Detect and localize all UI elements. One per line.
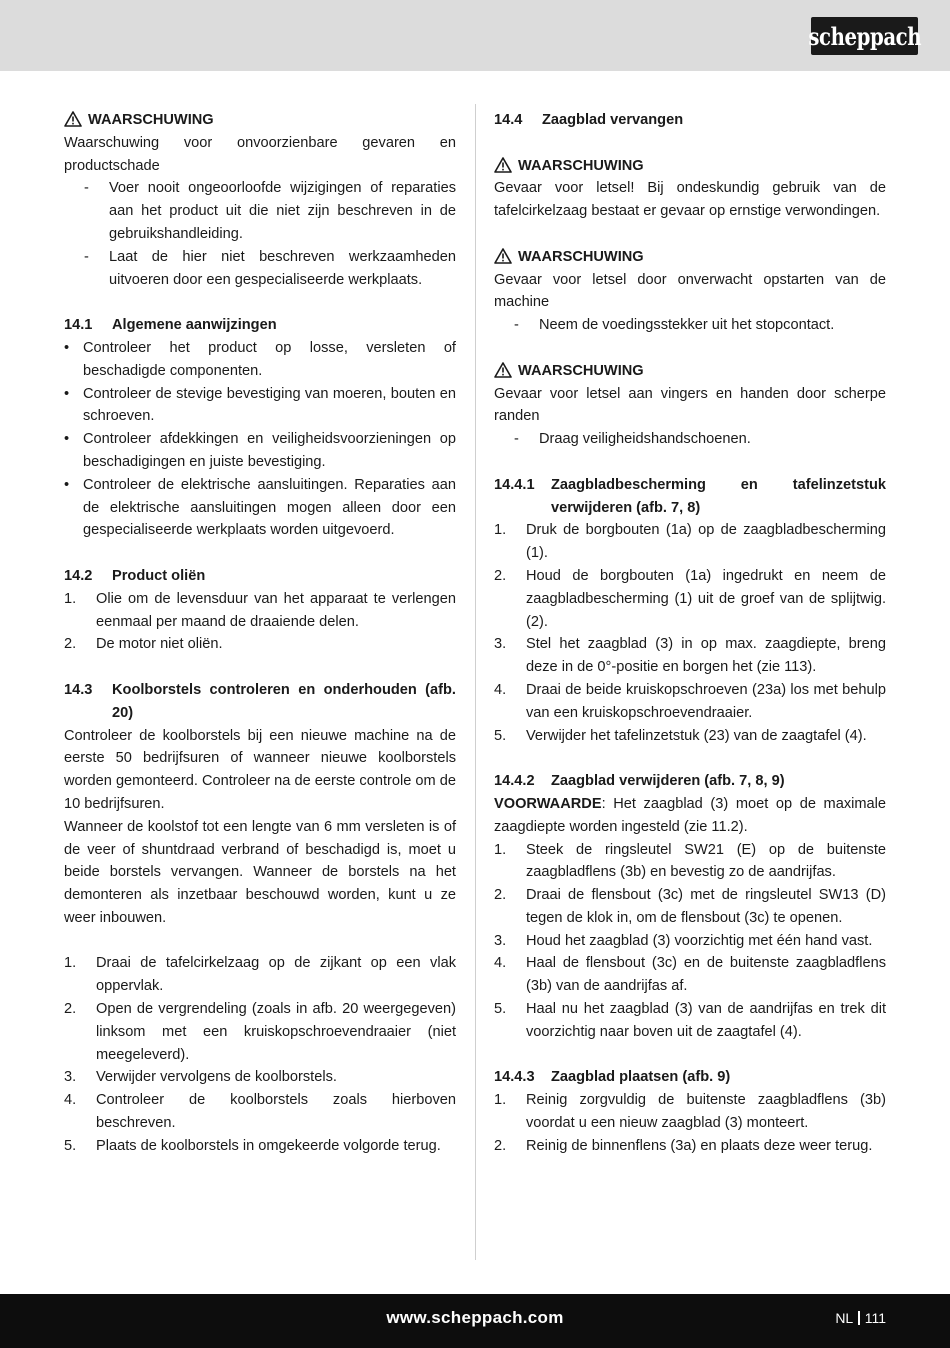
page-number-value: 111: [864, 1310, 886, 1326]
paragraph: Controleer de koolborstels bij een nieuwe machine na de eerste 50 bedrijfsuren of wanneer nieuwe koolborstels worden gemonteerd. Controleer na de eerste controle om de 10 bedrijfsuren.: [64, 727, 456, 812]
warning-heading: WAARSCHUWING: [494, 360, 886, 383]
warning-triangle-icon: [494, 362, 512, 378]
list-item: 1. Draai de tafelcirkelzaag op de zijkant op een vlak oppervlak.: [64, 955, 456, 995]
warning-heading: WAARSCHUWING: [64, 109, 456, 132]
list-item: 1. Steek de ringsleutel SW21 (E) op de buitenste zaagbladflens (3b) en bevestig zo de aandrijfas.: [494, 841, 886, 881]
section-heading: 14.4.2 Zaagblad verwijderen (afb. 7, 8, 9): [494, 773, 785, 790]
list-item: - Draag veiligheidshandschoenen.: [514, 431, 751, 448]
website-url[interactable]: www.scheppach.com: [386, 1308, 564, 1327]
list-item: 2. De motor niet oliën.: [64, 636, 223, 653]
list-item: - Voer nooit ongeoorloofde wijzigingen of reparaties aan het product uit die niet zijn beschreven in de gebruikshandleiding.: [84, 180, 456, 242]
language-code: NL: [835, 1310, 854, 1326]
column-divider: [475, 104, 476, 1260]
list-item: 1. Druk de borgbouten (1a) op de zaagbladbescherming (1).: [494, 522, 886, 562]
list-item: 5. Plaats de koolborstels in omgekeerde volgorde terug.: [64, 1137, 441, 1154]
list-item: - Laat de hier niet beschreven werkzaamheden uitvoeren door een gespecialiseerde werkplaats.: [84, 248, 456, 288]
list-item: 3. Verwijder vervolgens de koolborstels.: [64, 1069, 337, 1086]
footer-bar: [0, 1294, 950, 1348]
warning-heading: WAARSCHUWING: [494, 246, 886, 269]
section-heading: 14.3 Koolborstels controleren en onderhouden (afb. 20): [64, 681, 456, 721]
list-item: 2. Reinig de binnenflens (3a) en plaats deze weer terug.: [494, 1137, 873, 1154]
list-item: 2. Houd de borgbouten (1a) ingedrukt en neem de zaagbladbescherming (1) uit de groef van de splijtwig.(2).: [494, 567, 886, 630]
warning-triangle-icon: [494, 248, 512, 264]
list-item: 3. Houd het zaagblad (3) voorzichtig met één hand vast.: [494, 932, 873, 949]
list-item: 2. Open de vergrendeling (zoals in afb. 20 weergegeven) linksom met een kruiskopschroevendraaier (niet meegeleverd).: [64, 1001, 456, 1063]
list-item: 4. Haal de flensbout (3c) en de buitenste zaagbladflens (3b) van de aandrijfas af.: [494, 955, 886, 995]
list-item: • Controleer de stevige bevestiging van moeren, bouten en schroeven.: [64, 385, 456, 425]
warning-text: Gevaar voor letsel! Bij ondeskundig gebruik van de tafelcirkelzaag bestaat er gevaar op ernstige verwondingen.: [494, 180, 886, 220]
list-item: • Controleer de elektrische aansluitingen. Reparaties aan de elektrische aansluitingen mogen alleen door een gespecialiseerde werkplaats worden uitgevoerd.: [64, 476, 456, 539]
precondition-label: VOORWAARDE: [494, 795, 602, 812]
section-heading: 14.4 Zaagblad vervangen: [494, 112, 684, 128]
section-heading: 14.1 Algemene aanwijzingen: [64, 317, 277, 334]
section-heading: 14.2 Product oliën: [64, 567, 206, 584]
list-item: 2. Draai de flensbout (3c) met de ringsleutel SW13 (D) tegen de klok in, om de flensbout (3c) te openen.: [494, 887, 886, 926]
list-item: 4. Controleer de koolborstels zoals hierboven beschreven.: [64, 1092, 456, 1132]
list-item: • Controleer afdekkingen en veiligheidsvoorzieningen op beschadigingen en juiste bevestiging.: [64, 431, 456, 470]
warning-heading: WAARSCHUWING: [494, 155, 886, 178]
list-item: - Neem de voedingsstekker uit het stopcontact.: [514, 317, 835, 334]
list-item: 5. Haal nu het zaagblad (3) van de aandrijfas en trek dit voorzichtig naar boven uit de zaagtafel (4).: [494, 1001, 886, 1040]
list-item: 1. Olie om de levensduur van het apparaat te verlengen eenmaal per maand de draaiende delen.: [64, 590, 456, 630]
scheppach-logo: scheppach: [811, 17, 918, 55]
warning-text: Gevaar voor letsel aan vingers en handen door scherpe randen: [494, 385, 886, 425]
warning-text: Gevaar voor letsel door onverwacht opstarten van de machine: [494, 271, 886, 311]
section-heading: 14.4.3 Zaagblad plaatsen (afb. 9): [494, 1069, 731, 1086]
list-item: 4. Draai de beide kruiskopschroeven (23a) los met behulp van een kruiskopschroevendraaier.: [494, 681, 886, 721]
list-item: • Controleer het product op losse, versleten of beschadigde componenten.: [64, 339, 456, 379]
list-item: 3. Stel het zaagblad (3) in op max. zaagdiepte, breng deze in de 0°-positie en borgen het (zie 113).: [494, 636, 886, 676]
warning-text: Waarschuwing voor onvoorzienbare gevaren en productschade: [64, 134, 456, 174]
precondition-text: VOORWAARDE: Het zaagblad (3) moet op de maximale zaagdiepte worden ingesteld (zie 11.2).: [494, 795, 886, 835]
right-column: [494, 109, 886, 1158]
warning-triangle-icon: [494, 157, 512, 173]
page-number: [835, 1310, 886, 1326]
list-item: 5. Verwijder het tafelinzetstuk (23) van de zaagtafel (4).: [494, 727, 867, 744]
warning-triangle-icon: [64, 111, 82, 127]
left-column: [64, 109, 456, 1158]
list-item: 1. Reinig zorgvuldig de buitenste zaagbladflens (3b) voordat u een nieuw zaagblad (3) monteert.: [494, 1092, 886, 1132]
paragraph: Wanneer de koolstof tot een lengte van 6 mm versleten is of de veer of shuntdraad verbrand of beschadigd is, moet u beide borstels vervangen. Wanneer de borstels na het demonteren als inzetbaar beschouwd worden, kunt u ze weer inbouwen.: [64, 818, 456, 926]
section-heading: 14.4.1 Zaagbladbescherming en tafelinzetstuk verwijderen (afb. 7, 8): [494, 476, 886, 516]
